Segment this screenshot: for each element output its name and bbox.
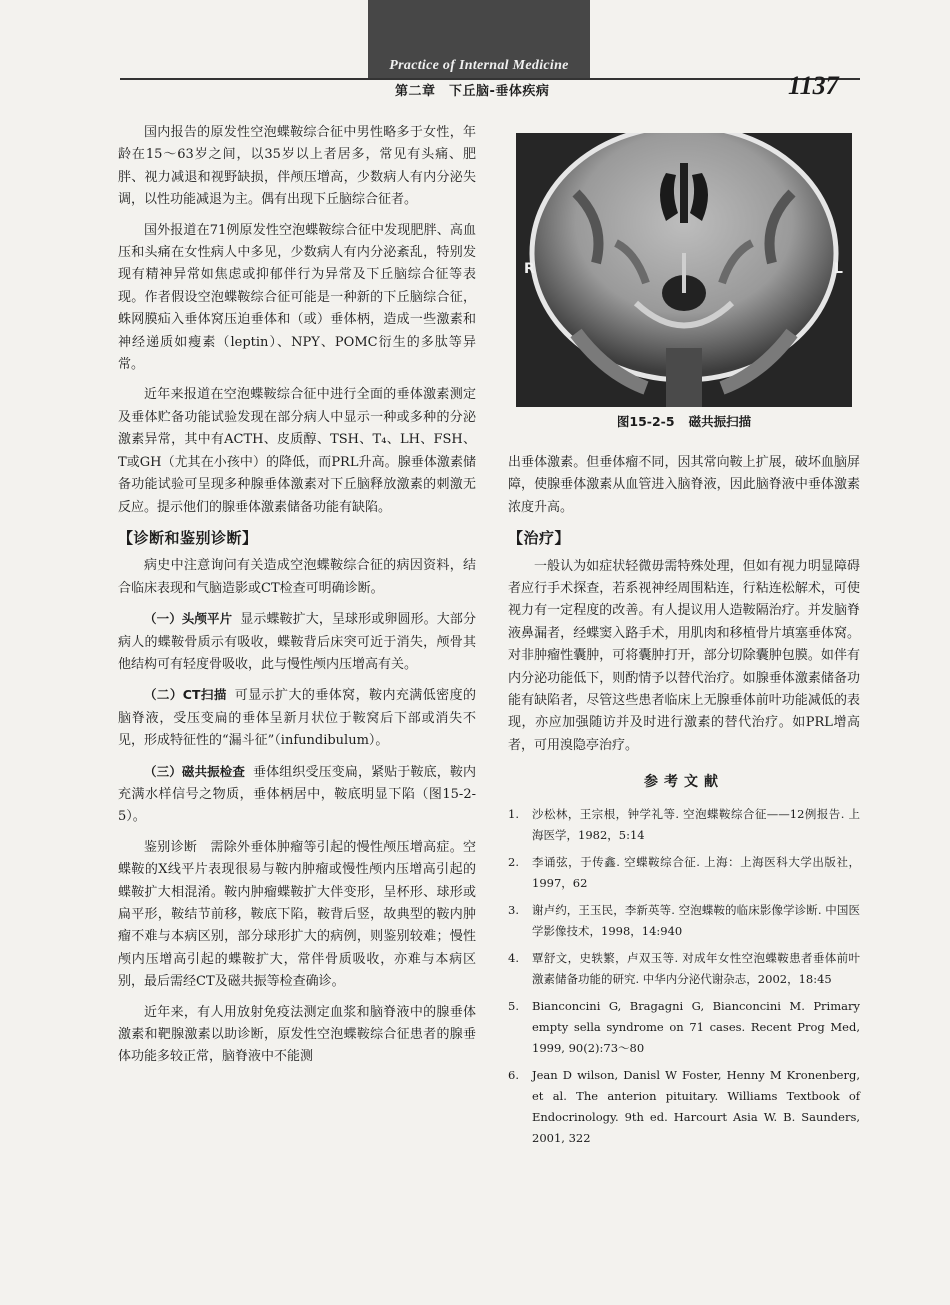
figure-caption-text: 磁共振扫描 [688,414,752,429]
left-column [118,122,476,1077]
section-heading-treatment: 【治疗】 [508,529,571,548]
reference-item: 4. 覃舒文，史轶繁，卢双玉等. 对成年女性空泡蝶鞍患者垂体前叶激素储备功能的研究. 中华内分泌代谢杂志，2002，18:45 [508,950,860,986]
item-label: （二）CT扫描 [144,687,227,703]
references-heading: 参考文献 [644,774,724,791]
figure-number: 图15-2-5 [616,414,675,429]
paragraph: 国外报道在71例原发性空泡蝶鞍综合征中发现肥胖、高血压和头痛在女性病人中多见，少数病人有内分泌紊乱，特别发现有精神异常如焦虑或抑郁伴行为异常及下丘脑综合征等表现。作者假设空泡蝶鞍综合征可能是一种新的下丘脑综合征，蛛网膜疝入垂体窝压迫垂体和（或）垂体柄，造成一些激素和神经递质如瘦素（leptin）、NPY、POMC衍生的多肽等异常。 [118,222,476,373]
page-number: 1137 [788,71,839,100]
paragraph: 国内报告的原发性空泡蝶鞍综合征中男性略多于女性，年龄在15～63岁之间，以35岁以上者居多，常见有头痛、肥胖、视力减退和视野缺损，伴颅压增高，少数病人有内分泌失调，以性功能减退为主。偶有出现下丘脑综合征者。 [118,125,476,208]
mri-label-r: R [524,261,535,277]
item-text: 垂体组织受压变扁，紧贴于鞍底，鞍内充满水样信号之物质，垂体柄居中，鞍底明显下陷（图15-2-5）。 [118,764,476,825]
diagnosis-item [118,684,476,752]
references-list [508,804,860,1149]
reference-item: 3. 谢卢约，王玉民，李新英等. 空泡蝶鞍的临床影像学诊断. 中国医学影像技术，1998，14:940 [508,902,860,938]
reference-item: 6. Jean D wilson, Danisl W Foster, Henny M Kronenberg, et al. The anterion pituitary. Williams Textbook of Endocrinology. 9th ed. Harcourt Asia W. B. Saunders, 2001, 322 [508,1067,860,1145]
paragraph: 近年来，有人用放射免疫法测定血浆和脑脊液中的腺垂体激素和靶腺激素以助诊断，原发性空泡蝶鞍综合征患者的腺垂体功能多较正常，脑脊液中不能测 [118,1004,476,1065]
journal-title: Practice of Internal Medicine [389,58,569,73]
item-label: （一）头颅平片 [144,611,233,627]
diagnosis-item [118,761,476,829]
chapter-title: 第二章 下丘脑-垂体疾病 [395,84,550,99]
reference-item: 2. 李诵弦，于传鑫. 空蝶鞍综合征. 上海：上海医科大学出版社，1997，62 [508,854,860,890]
item-text: 显示蝶鞍扩大，呈球形或卵圆形。大部分病人的蝶鞍骨质示有吸收，蝶鞍背后床突可近于消失，颅骨其他结构可有轻度骨吸收，此与慢性颅内压增高有关。 [118,612,476,672]
paragraph: 近年来报道在空泡蝶鞍综合征中进行全面的垂体激素测定及垂体贮备功能试验发现在部分病人中显示一种或多种的分泌激素异常，其中有ACTH、皮质醇、TSH、T₄、LH、FSH、T或GH（尤其在小孩中）的降低，而PRL升高。腺垂体激素储备功能试验可呈现多种腺垂体激素对下丘脑释放激素的刺激无反应。提示他们的腺垂体激素储备功能有缺陷。 [118,387,476,515]
paragraph: 病史中注意询问有关造成空泡蝶鞍综合征的病因资料，结合临床表现和气脑造影或CT检查可明确诊断。 [118,558,476,596]
right-column [508,452,860,1155]
section-heading-diagnosis: 【诊断和鉴别诊断】 [118,528,258,547]
reference-item: 1. 沙松林，王宗根，钟学礼等. 空泡蝶鞍综合征——12例报告. 上海医学，1982，5:14 [508,806,860,842]
mri-label-l: L [834,261,843,277]
item-label: （三）磁共振检查 [144,763,245,779]
mri-figure [516,133,852,407]
item-text: 可显示扩大的垂体窝，鞍内充满低密度的脑脊液，受压变扁的垂体呈新月状位于鞍窝后下部或消失不见，形成特征性的“漏斗征”（infundibulum）。 [118,688,476,749]
paragraph: 出垂体激素。但垂体瘤不同，因其常向鞍上扩展，破坏血脑屏障，使腺垂体激素从血管进入脑脊液，因此脑脊液中垂体激素浓度升高。 [508,455,860,515]
figure-caption [516,412,852,430]
reference-item: 5. Bianconcini G, Bragagni G, Bianconcini M. Primary empty sella syndrome on 71 cases. Recent Prog Med, 1999, 90(2):73～80 [508,998,860,1055]
mri-image [516,133,852,407]
paragraph: 一般认为如症状轻微毋需特殊处理，但如有视力明显障碍者应行手术探查，若系视神经周围粘连，行粘连松解术，可使视力有一定程度的改善。有人提议用人造鞍隔治疗。并发脑脊液鼻漏者，经蝶窦入路手术，用肌肉和移植骨片填塞垂体窝。对非肿瘤性囊肿，可将囊肿打开，部分切除囊肿包膜。如伴有内分泌功能低下，则酌情予以替代治疗。如腺垂体激素储备功能有缺陷者，尽管这些患者临床上无腺垂体前叶功能减低的表现，亦应加强随访并及时进行激素的替代治疗。如PRL增高者，可用溴隐亭治疗。 [508,558,860,753]
paragraph: 鉴别诊断 需除外垂体肿瘤等引起的慢性颅压增高症。空蝶鞍的X线平片表现很易与鞍内肿瘤或慢性颅内压增高引起的蝶鞍扩大相混淆。鞍内肿瘤蝶鞍扩大伴变形，呈杯形、球形或扁平形，鞍结节前移，鞍底下陷，鞍背后竖，故典型的鞍内肿瘤不难与本病区别，部分球形扩大的病例，则鉴别较难；慢性颅内压增高引起的蝶鞍扩大，常伴骨质吸收，亦难与本病区别，最后需经CT及磁共振等检查确诊。 [118,839,476,990]
diagnosis-item [118,608,476,676]
